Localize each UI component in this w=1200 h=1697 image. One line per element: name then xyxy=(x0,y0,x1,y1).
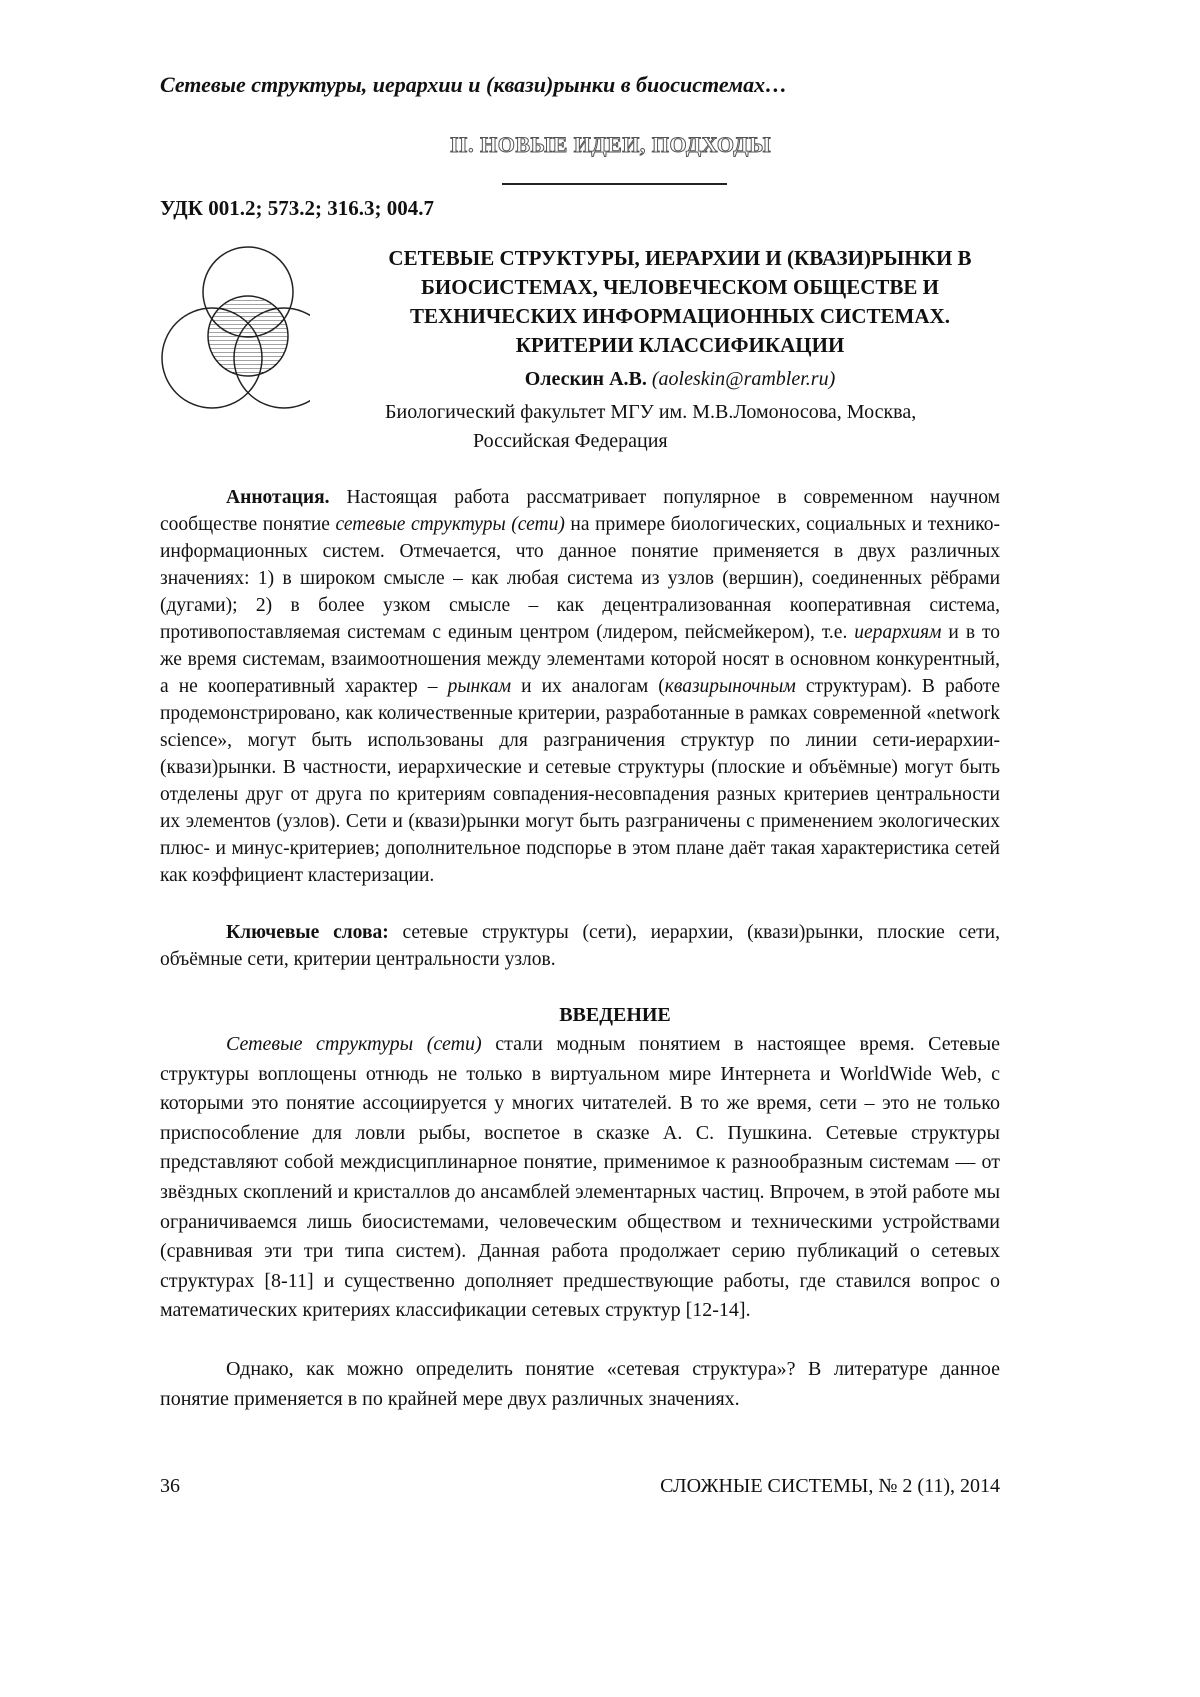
journal-logo-icon xyxy=(160,240,310,420)
abstract-label: Аннотация. xyxy=(226,487,330,508)
abstract-emphasis: рынкам xyxy=(448,676,511,697)
abstract-text: и в то же время системам, взаимоотношения между элементами которой носят в основном конкурентный, а не кооперативный характер – xyxy=(160,622,1000,697)
intro-emphasis: Сетевые структуры (сети) xyxy=(226,1033,482,1055)
affiliation-line: Биологический факультет МГУ им. М.В.Ломоносова, Москва, xyxy=(385,398,916,427)
intro-paragraph xyxy=(160,1030,1000,1326)
title-line: КРИТЕРИИ КЛАССИФИКАЦИИ xyxy=(330,331,1030,360)
article-title xyxy=(330,244,1030,360)
page-number: 36 xyxy=(160,1475,180,1498)
keywords xyxy=(160,919,1000,973)
abstract-emphasis: иерархиям xyxy=(854,622,941,643)
abstract xyxy=(160,484,1000,889)
abstract-text: и их аналогам ( xyxy=(511,676,665,697)
author-email[interactable]: (aoleskin@rambler.ru) xyxy=(652,368,835,390)
section-rule xyxy=(502,183,727,185)
title-line: БИОСИСТЕМАХ, ЧЕЛОВЕЧЕСКОМ ОБЩЕСТВЕ И xyxy=(330,273,1030,302)
intro-heading: ВВЕДЕНИЕ xyxy=(160,1004,1070,1027)
affiliation xyxy=(385,398,916,456)
udk-code: УДК 001.2; 573.2; 316.3; 004.7 xyxy=(160,196,434,221)
keywords-text: сетевые структуры (сети), иерархии, (квази)рынки, плоские сети, объёмные сети, критерии центральности узлов. xyxy=(160,922,1000,970)
title-line: ТЕХНИЧЕСКИХ ИНФОРМАЦИОННЫХ СИСТЕМАХ. xyxy=(330,302,1030,331)
intro-text: стали модным понятием в настоящее время. Сетевые структуры воплощены отнюдь не только в виртуальном мире Интернета и WorldWide Web, с которыми это понятие ассоциируется у многих читателей. В то же время, сети – это не только приспособление для ловли рыбы, воспетое в сказке А. С. Пушкина. Сетевые структуры представляют собой междисциплинарное понятие, применимое к разнообразным системам — от звёздных скоплений и кристаллов до ансамблей элементарных частиц. Впрочем, в этой работе мы ограничиваемся лишь биосистемами, человеческим обществом и техническими устройствами (сравнивая эти три типа систем). Данная работа продолжает серию публикаций о сетевых структурах [8-11] и существенно дополняет предшествующие работы, где ставился вопрос о математических критериях классификации сетевых структур [12-14]. xyxy=(160,1033,1000,1321)
abstract-text: структурам). В работе продемонстрировано, как количественные критерии, разработанные в рамках современной «network science», могут быть использованы для разграничения структур по линии сети-иерархии-(квази)рынки. В частности, иерархические и сетевые структуры (плоские и объёмные) могут быть отделены друг от друга по критериям совпадения-несовпадения разных критериев центральности их элементов (узлов). Сети и (квази)рынки могут быть разграничены с применением экологических плюс- и минус-критериев; дополнительное подспорье в этом плане даёт такая характеристика сетей как коэффициент кластеризации. xyxy=(160,676,1000,886)
author-name: Олескин А.В. xyxy=(525,368,647,390)
abstract-emphasis: квазирыночным xyxy=(665,676,796,697)
author-line xyxy=(330,368,1030,391)
intro-paragraph: Однако, как можно определить понятие «сетевая структура»? В литературе данное понятие применяется в по крайней мере двух различных значениях. xyxy=(160,1355,1000,1414)
keywords-label: Ключевые слова: xyxy=(226,922,389,943)
journal-footer: СЛОЖНЫЕ СИСТЕМЫ, № 2 (11), 2014 xyxy=(660,1475,1000,1498)
abstract-emphasis: сетевые структуры (сети) xyxy=(336,514,565,535)
affiliation-line: Российская Федерация xyxy=(385,427,916,456)
running-head: Сетевые структуры, иерархии и (квази)рынки в биосистемах… xyxy=(160,72,787,98)
title-line: СЕТЕВЫЕ СТРУКТУРЫ, ИЕРАРХИИ И (КВАЗИ)РЫНКИ В xyxy=(330,244,1030,273)
section-heading: II. НОВЫЕ ИДЕИ, ПОДХОДЫ xyxy=(450,132,771,158)
document-page xyxy=(0,0,1200,1697)
abstract-text: Настоящая работа рассматривает популярное в современном научном сообществе понятие xyxy=(160,487,1000,535)
abstract-text: на примере биологических, социальных и технико-информационных систем. Отмечается, что данное понятие применяется в двух различных значениях: 1) в широком смысле – как любая система из узлов (вершин), соединенных рёбрами (дугами); 2) в более узком смысле – как децентрализованная кооперативная система, противопоставляемая системам с единым центром (лидером, пейсмейкером), т.е. xyxy=(160,514,1000,643)
